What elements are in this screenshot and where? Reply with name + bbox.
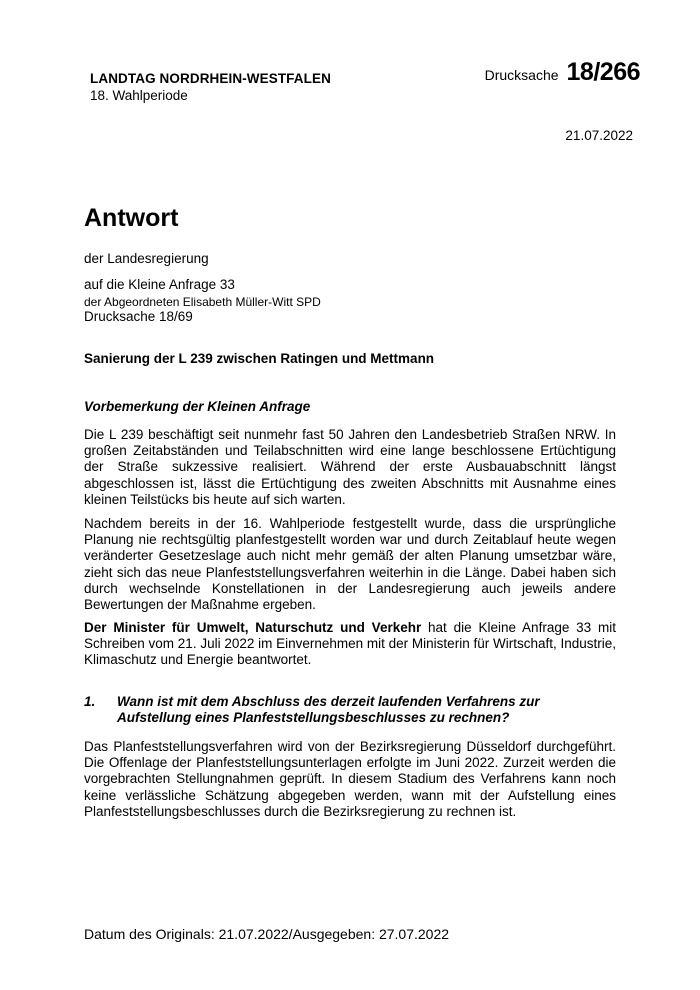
- preface-heading: Vorbemerkung der Kleinen Anfrage: [84, 399, 311, 414]
- inquiry-line: auf die Kleine Anfrage 33: [84, 277, 235, 292]
- document-date: 21.07.2022: [565, 128, 633, 143]
- from-line: der Landesregierung: [84, 251, 209, 266]
- document-title: Antwort: [84, 204, 179, 232]
- answer-paragraph: Das Planfeststellungsverfahren wird von der Bezirksregierung Düsseldorf durchgeführt. Die Offenlage der Planfeststellungsunterlagen erfolgte im Juni 2022. Zurzeit werden die vorgebrachten Stellungnahmen geprüft. In diesem Stadium des Verfahrens kann noch keine verlässliche Schätzung abgegeben werden, wann mit der Aufstellung eines Planfeststellungsbeschlusses durch die Bezirksregierung zu rechnen ist.: [84, 739, 616, 819]
- wahlperiode: 18. Wahlperiode: [90, 88, 188, 103]
- parliament-name: LANDTAG NORDRHEIN-WESTFALEN: [90, 71, 331, 86]
- question-number: 1.: [84, 694, 96, 709]
- minister-name: Der Minister für Umwelt, Naturschutz und Verkehr: [84, 620, 422, 635]
- drucksache-block: [485, 58, 640, 87]
- question-text: Wann ist mit dem Abschluss des derzeit laufenden Verfahrens zur Aufstellung eines Planfeststellungsbeschlusses zu rechnen?: [117, 694, 540, 725]
- reference-line: Drucksache 18/69: [84, 309, 193, 324]
- minister-paragraph: [84, 620, 616, 669]
- preface-paragraph-1: Die L 239 beschäftigt seit nunmehr fast 50 Jahren den Landesbetrieb Straßen NRW. In großen Zeitabständen und Teilabschnitten wird eine lange beschlossene Ertüchtigung der Straße sukzessive realisiert. Während der erste Ausbauabschnitt längst abgeschlossen ist, lässt die Ertüchtigung des zweiten Abschnitts mit Ausnahme eines kleinen Teilstücks bis heute auf sich warten.: [84, 427, 616, 507]
- drucksache-number: 18/266: [566, 58, 640, 86]
- subject-heading: Sanierung der L 239 zwischen Ratingen und Mettmann: [84, 351, 435, 366]
- author-line: der Abgeordneten Elisabeth Müller-Witt SPD: [84, 295, 321, 309]
- parliament-header: [90, 70, 331, 104]
- minister-statement: hat die Kleine Anfrage 33 mit Schreiben vom 21. Juli 2022 im Einvernehmen mit der Ministerin für Wirtschaft, Industrie, Klimaschutz und Energie beantwortet.: [84, 620, 616, 668]
- preface-paragraph-2: Nachdem bereits in der 16. Wahlperiode festgestellt wurde, dass die ursprüngliche Planung nie rechtsgültig planfestgestellt worden war und durch Zeitablauf heute wegen veränderter Gesetzeslage auch nicht mehr gemäß der alten Planung umsetzbar wäre, zieht sich das neue Planfeststellungsverfahren weiterhin in die Länge. Dabei haben sich durch wechselnde Konstellationen in der Landesregierung auch jeweils andere Bewertungen der Maßnahme ergeben.: [84, 516, 616, 613]
- footer-dates: Datum des Originals: 21.07.2022/Ausgegeben: 27.07.2022: [84, 926, 450, 942]
- drucksache-label: Drucksache: [484, 67, 559, 83]
